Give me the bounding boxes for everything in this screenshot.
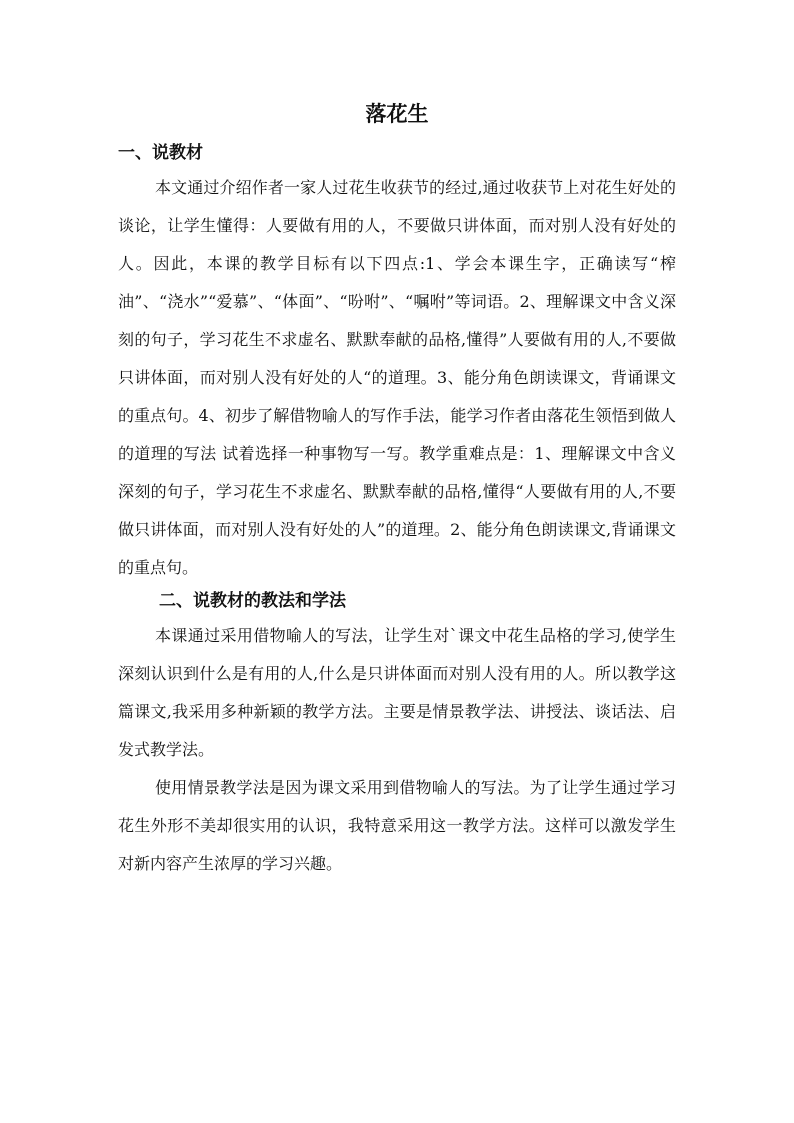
section-heading-teaching-methods: 二、说教材的教法和学法 bbox=[159, 591, 346, 611]
section-heading-teaching-material: 一、说教材 bbox=[118, 143, 203, 163]
paragraph-methods-overview: 本课通过采用借物喻人的写法，让学生对`课文中花生品格的学习,使学生深刻认识到什么是有用的人,什么是只讲体面而对别人没有用的人。所以教学这篇课文,我采用多种新颖的教学方法。主要是情景教学法、讲授法、谈话法、启发式教学法。 bbox=[118, 626, 676, 759]
paragraph-teaching-goals: 本文通过介绍作者一家人过花生收获节的经过,通过收获节上对花生好处的谈论，让学生懂得：人要做有用的人，不要做只讲体面，而对别人没有好处的人。因此，本课的教学目标有以下四点:1、学会本课生字，正确读写“榨油”、“浇水”“爱慕”、“体面”、“吩咐”、“嘱咐”等词语。2、理解课文中含义深刻的句子，学习花生不求虚名、默默奉献的品格,懂得”人要做有用的人,不要做只讲体面，而对别人没有好处的人“的道理。3、能分角色朗读课文，背诵课文的重点句。4、初步了解借物喻人的写作手法，能学习作者由落花生领悟到做人的道理的写法 试着选择一种事物写一写。教学重难点是：1、理解课文中含义深刻的句子，学习花生不求虚名、默默奉献的品格,懂得“人要做有用的人,不要做只讲体面，而对别人没有好处的人”的道理。2、能分角色朗读课文,背诵课文的重点句。 bbox=[118, 178, 676, 577]
paragraph-situational-method: 使用情景教学法是因为课文采用到借物喻人的写法。为了让学生通过学习花生外形不美却很实用的认识，我特意采用这一教学方法。这样可以激发学生对新内容产生浓厚的学习兴趣。 bbox=[118, 778, 676, 873]
document-title: 落花生 bbox=[365, 102, 429, 126]
